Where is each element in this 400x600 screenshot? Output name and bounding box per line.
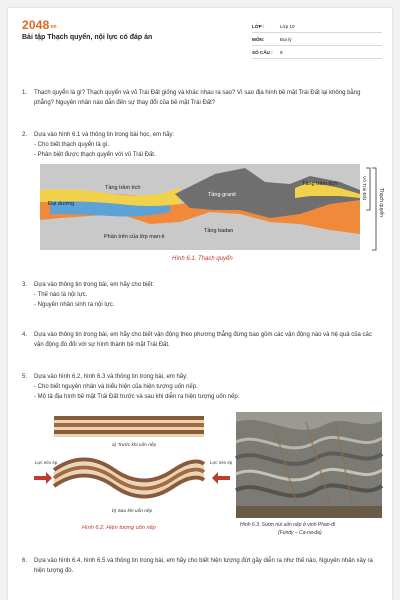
question-3 [22, 280, 378, 310]
meta-class [252, 21, 382, 33]
meta-value: Lớp 10 [280, 24, 295, 29]
page-title: Bài tập Thạch quyển, nội lực có đáp án [22, 34, 153, 41]
label-crust: Vỏ Trái Đất [361, 176, 366, 200]
question-number: 3. [22, 282, 28, 288]
question-bullet: - Phân biệt được thạch quyển với vỏ Trái Đất. [34, 152, 156, 158]
question-text: Dựa vào hình 6.1 và thông tin trong bài học, em hãy: [34, 132, 175, 138]
figure-caption: Hình 6.2. Hiện tượng uốn nếp [82, 525, 156, 531]
question-5 [22, 372, 378, 402]
question-number: 1. [22, 90, 28, 96]
question-number: 5. [22, 374, 28, 380]
question-text: Dựa vào thông tin trong bài, em hãy cho biết vận động theo phương thẳng đứng bao gồm các vận động nào và hệ quả của các vận động đó đối với sự hình thành bề mặt Trái Đất. [34, 332, 372, 348]
meta-label: LỚP : [252, 24, 265, 29]
label-force-left: Lực nén ép [35, 460, 58, 465]
label-lithosphere: Thạch quyển [378, 188, 384, 217]
meta-subject [252, 34, 382, 46]
figure-caption: (Fundy – Ca-na-đa) [278, 530, 322, 536]
meta-value: 9 [280, 50, 283, 55]
label-ocean: Đại dương [48, 201, 75, 207]
folding-figure [34, 412, 233, 522]
question-bullet: - Cho biết nguyên nhân và biểu hiện của hiện tượng uốn nếp. [34, 384, 198, 390]
meta-label: SỐ CÂU : [252, 50, 273, 55]
figure-caption: Hình 6.3. Sườn núi uốn nếp ở vịnh Phan-đi [240, 522, 336, 528]
folded-cliff-photo [236, 412, 382, 518]
question-number: 2. [22, 132, 28, 138]
label-sediment-right: Tầng trầm tích [302, 181, 338, 187]
question-bullet: - Mô tả địa hình bề mặt Trái Đất trước và sau khi diễn ra hiện tượng uốn nếp. [34, 394, 240, 400]
meta-label: MÔN: [252, 37, 265, 42]
label-after: b) Sau khi uốn nếp [112, 509, 153, 514]
label-granite: Tầng granit [208, 192, 236, 198]
site-logo[interactable]: $2048^{vn}$ [22, 18, 57, 32]
question-bullet: - Nguyên nhân sinh ra nội lực. [34, 302, 115, 308]
label-before: a) Trước khi uốn nếp [112, 443, 157, 448]
label-force-right: Lực nén ép [210, 460, 233, 465]
force-arrow-right [212, 472, 230, 484]
question-text: Dựa vào hình 6.2, hình 6.3 và thông tin trong bài, em hãy: [34, 374, 188, 380]
question-6 [22, 556, 378, 576]
question-number: 4. [22, 332, 28, 338]
question-text: Dựa vào thông tin trong bài, em hãy cho biết: [34, 282, 155, 288]
force-arrow-left [34, 472, 52, 484]
meta-count [252, 47, 382, 59]
meta-value: Địa lý [280, 37, 292, 42]
question-2 [22, 130, 378, 160]
question-1 [22, 88, 378, 108]
question-bullet: - Cho biết thạch quyển là gì. [34, 142, 110, 148]
flat-layers-before [54, 416, 204, 437]
figure-caption: Hình 6.1. Thạch quyển [172, 256, 233, 262]
folded-layers-after [54, 460, 204, 497]
label-basalt: Tầng badan [204, 228, 234, 234]
question-number: 6. [22, 558, 28, 564]
label-mantle: Phần trên của lớp man-ti [104, 234, 165, 240]
question-4 [22, 330, 378, 350]
document-page [8, 8, 392, 600]
question-text: Dựa vào hình 6.4, hình 6.5 và thông tin trong bài, em hãy cho biết hiện tượng đứt gãy diễn ra như thế nào. Nguyên nhân xảy ra hiện tượng đó. [34, 558, 373, 574]
question-bullet: - Thế nào là nội lực. [34, 292, 88, 298]
lithosphere-bracket [372, 168, 376, 250]
question-text: Thạch quyển là gì? Thạch quyển và vỏ Trái Đất giống và khác nhau ra sao? Vì sao địa hình bề mặt Trái Đất lại không bằng phẳng? Nguyên nhân nào dẫn đến sự thay đổi của bề mặt Trái Đất? [34, 90, 361, 106]
lithosphere-figure [40, 164, 384, 254]
label-sediment-left: Tầng trầm tích [105, 185, 141, 191]
